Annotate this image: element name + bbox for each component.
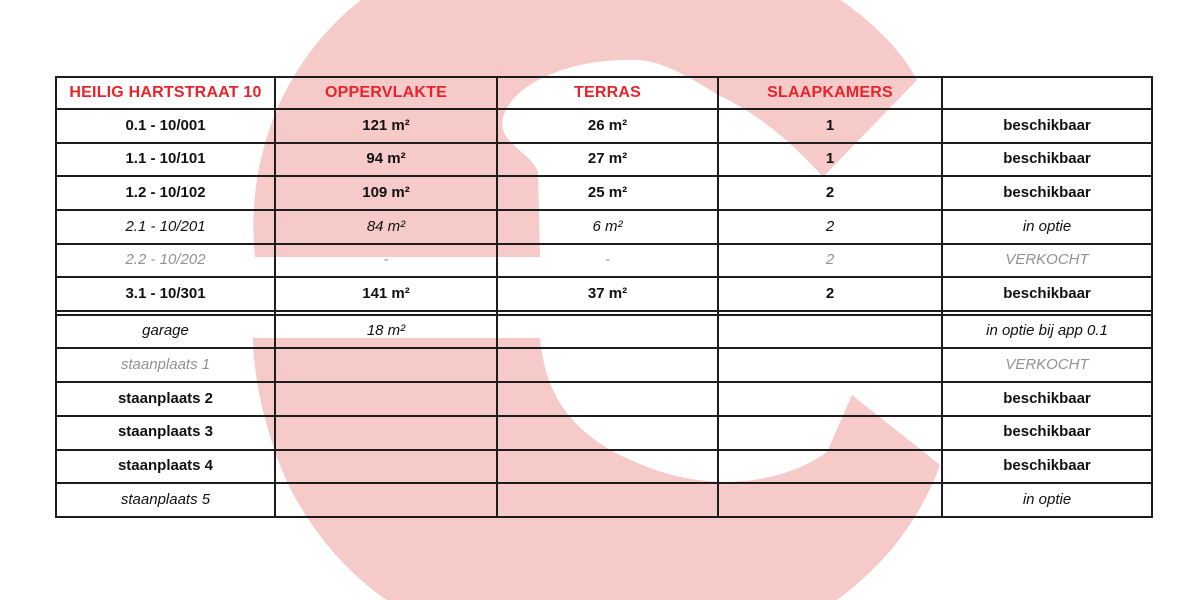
slaapkamers-cell bbox=[718, 315, 942, 349]
unit-cell: staanplaats 1 bbox=[56, 348, 275, 382]
slaapkamers-cell bbox=[718, 382, 942, 416]
table-row bbox=[56, 382, 1152, 416]
table-row bbox=[56, 210, 1152, 244]
slaapkamers-cell: 2 bbox=[718, 176, 942, 210]
slaapkamers-cell bbox=[718, 416, 942, 450]
slaapkamers-cell bbox=[718, 450, 942, 484]
oppervlakte-cell bbox=[275, 348, 497, 382]
unit-cell: 1.2 - 10/102 bbox=[56, 176, 275, 210]
status-cell: in optie bij app 0.1 bbox=[942, 315, 1152, 349]
unit-cell: 0.1 - 10/001 bbox=[56, 109, 275, 143]
terras-cell bbox=[497, 450, 718, 484]
slaapkamers-cell bbox=[718, 483, 942, 517]
table-row bbox=[56, 450, 1152, 484]
status-cell: in optie bbox=[942, 210, 1152, 244]
table-row bbox=[56, 315, 1152, 349]
oppervlakte-cell: - bbox=[275, 244, 497, 278]
unit-cell: staanplaats 2 bbox=[56, 382, 275, 416]
availability-table bbox=[55, 76, 1153, 518]
table-row bbox=[56, 416, 1152, 450]
oppervlakte-cell: 121 m² bbox=[275, 109, 497, 143]
terras-cell: 37 m² bbox=[497, 277, 718, 311]
unit-cell: 1.1 - 10/101 bbox=[56, 143, 275, 177]
terras-cell bbox=[497, 382, 718, 416]
terras-cell: 26 m² bbox=[497, 109, 718, 143]
unit-cell: staanplaats 5 bbox=[56, 483, 275, 517]
table-row bbox=[56, 483, 1152, 517]
column-header-project-title: HEILIG HARTSTRAAT 10 bbox=[56, 77, 275, 109]
unit-cell: garage bbox=[56, 315, 275, 349]
terras-cell bbox=[497, 315, 718, 349]
oppervlakte-cell: 18 m² bbox=[275, 315, 497, 349]
column-header-col-oppervlakte: OPPERVLAKTE bbox=[275, 77, 497, 109]
column-header-col-terras: TERRAS bbox=[497, 77, 718, 109]
status-cell: beschikbaar bbox=[942, 382, 1152, 416]
terras-cell bbox=[497, 348, 718, 382]
unit-cell: staanplaats 3 bbox=[56, 416, 275, 450]
oppervlakte-cell: 84 m² bbox=[275, 210, 497, 244]
status-cell: in optie bbox=[942, 483, 1152, 517]
slaapkamers-cell: 2 bbox=[718, 277, 942, 311]
status-cell: VERKOCHT bbox=[942, 348, 1152, 382]
status-cell: beschikbaar bbox=[942, 109, 1152, 143]
oppervlakte-cell: 94 m² bbox=[275, 143, 497, 177]
status-cell: beschikbaar bbox=[942, 416, 1152, 450]
terras-cell bbox=[497, 416, 718, 450]
table-row bbox=[56, 277, 1152, 311]
terras-cell: 27 m² bbox=[497, 143, 718, 177]
terras-cell: 6 m² bbox=[497, 210, 718, 244]
slaapkamers-cell: 2 bbox=[718, 210, 942, 244]
table-body bbox=[56, 109, 1152, 517]
terras-cell: 25 m² bbox=[497, 176, 718, 210]
terras-cell bbox=[497, 483, 718, 517]
status-cell: beschikbaar bbox=[942, 176, 1152, 210]
oppervlakte-cell bbox=[275, 382, 497, 416]
slaapkamers-cell: 1 bbox=[718, 109, 942, 143]
status-cell: beschikbaar bbox=[942, 450, 1152, 484]
status-cell: beschikbaar bbox=[942, 143, 1152, 177]
oppervlakte-cell bbox=[275, 450, 497, 484]
unit-cell: staanplaats 4 bbox=[56, 450, 275, 484]
slaapkamers-cell: 1 bbox=[718, 143, 942, 177]
oppervlakte-cell bbox=[275, 416, 497, 450]
table-header-row bbox=[56, 77, 1152, 109]
column-header-col-status bbox=[942, 77, 1152, 109]
unit-cell: 2.2 - 10/202 bbox=[56, 244, 275, 278]
status-cell: VERKOCHT bbox=[942, 244, 1152, 278]
oppervlakte-cell: 141 m² bbox=[275, 277, 497, 311]
column-header-col-slaapkamers: SLAAPKAMERS bbox=[718, 77, 942, 109]
unit-cell: 3.1 - 10/301 bbox=[56, 277, 275, 311]
table-row bbox=[56, 244, 1152, 278]
table-row bbox=[56, 143, 1152, 177]
slaapkamers-cell: 2 bbox=[718, 244, 942, 278]
table-row bbox=[56, 109, 1152, 143]
oppervlakte-cell: 109 m² bbox=[275, 176, 497, 210]
status-cell: beschikbaar bbox=[942, 277, 1152, 311]
terras-cell: - bbox=[497, 244, 718, 278]
oppervlakte-cell bbox=[275, 483, 497, 517]
unit-cell: 2.1 - 10/201 bbox=[56, 210, 275, 244]
table-row bbox=[56, 348, 1152, 382]
table-row bbox=[56, 176, 1152, 210]
slaapkamers-cell bbox=[718, 348, 942, 382]
